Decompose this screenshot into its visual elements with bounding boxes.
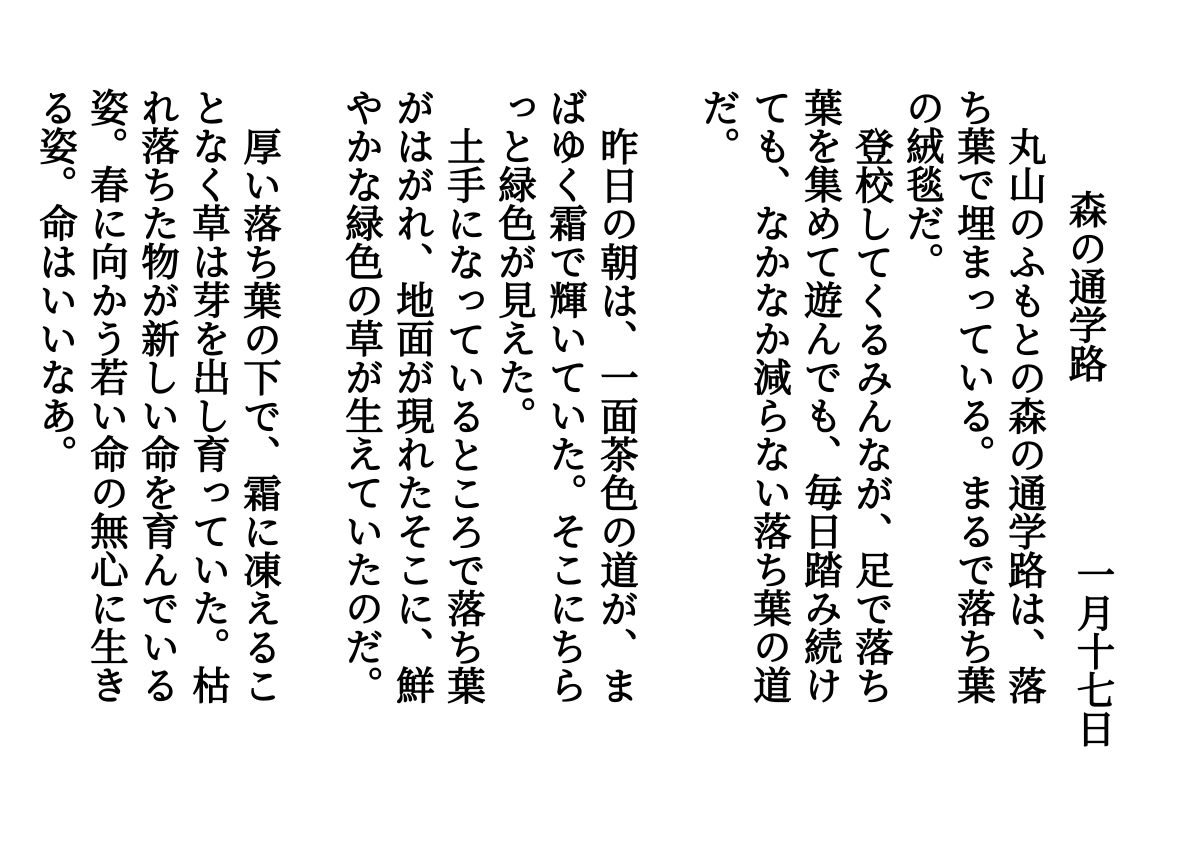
paragraph-1: 丸山のふもとの森の通学路は、落ち葉で埋まっている。まるで落ち葉の絨毯だ。 [900, 88, 1047, 704]
paragraph-3: 昨日の朝は、一面茶色の道が、まばゆく霜で輝いていた。そこにちらっと緑色が見えた。 [492, 88, 639, 704]
essay-date: 一月十七日 [1070, 555, 1116, 748]
paragraph-2: 登校してくるみんなが、足で落ち葉を集めて遊んでも、毎日踏み続けても、なかなか減らない落ち葉の道だ。 [696, 88, 894, 704]
paragraph-5: 厚い落ち葉の下で、霜に凍えることなく草は芽を出し育っていた。枯れ落ちた物が新しい命を育んでいる姿。春に向かう若い命の無心に生きる姿。命はいいなあ。 [33, 88, 282, 704]
essay-body [33, 88, 1050, 728]
essay-title: 森の通学路 [1062, 190, 1108, 383]
paragraph-4: 土手になっているところで落ち葉がはがれ、地面が現れたそこに、鮮やかな緑色の草が生えていたのだ。 [339, 88, 486, 704]
